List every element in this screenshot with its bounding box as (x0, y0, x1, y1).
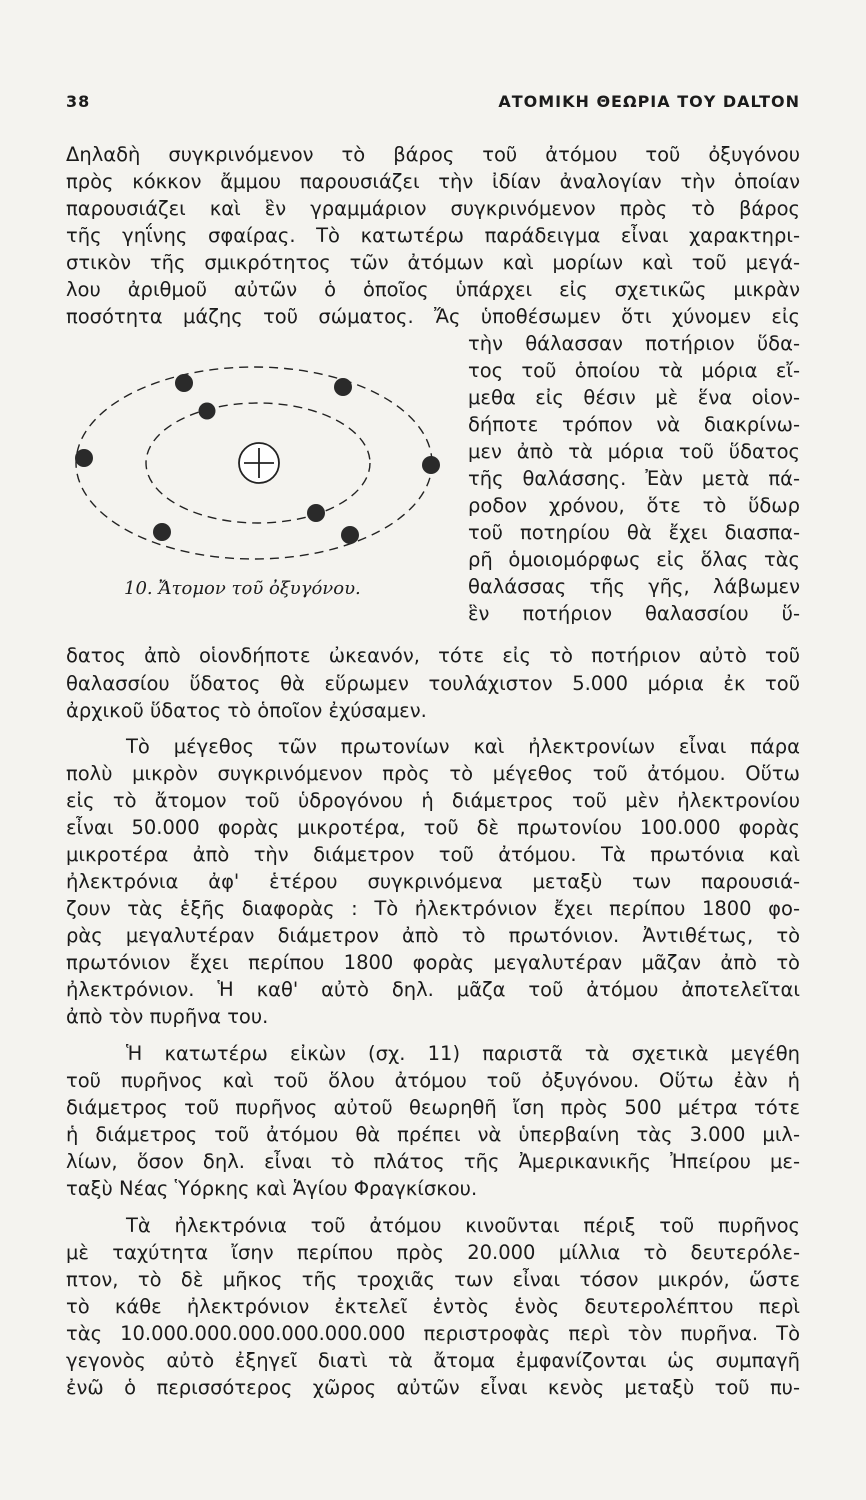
text-line: πρωτόνιον ἔχει περίπου 1800 φορὰς μεγαλυτέραν μᾶζαν ἀπὸ τὸ (66, 951, 800, 974)
text-line: στικὸν τῆς σμικρότητος τῶν ἀτόμων καὶ μορίων καὶ τοῦ μεγά- (66, 251, 800, 274)
text-line: θαλασσίου ὕδατος θὰ εὕρωμεν τουλάχιστον 5.000 μόρια ἐκ τοῦ (66, 672, 800, 695)
text-line: λίων, ὅσον δηλ. εἶναι τὸ πλάτος τῆς Ἀμερικανικῆς Ἠπείρου με- (66, 1150, 800, 1173)
oxygen-atom-figure (66, 355, 461, 610)
text-line: ποσότητα μάζης τοῦ σώματος. Ἄς ὑποθέσωμεν ὅτι χύνομεν εἰς (66, 305, 800, 328)
electron (422, 456, 440, 474)
text-line: εἰς τὸ ἄτομον τοῦ ὑδρογόνου ἡ διάμετρος τοῦ μὲν ἠλεκτρονίου (66, 789, 800, 812)
text-line: μὲ ταχύτητα ἴσην περίπου πρὸς 20.000 μίλλια τὸ δευτερόλε- (66, 1241, 800, 1264)
atom-diagram (66, 355, 461, 585)
text-line: ἡ διάμετρος τοῦ ἀτόμου θὰ πρέπει νὰ ὑπερβαίνη τὰς 3.000 μιλ- (66, 1123, 800, 1146)
figure-caption: 10. Ἄτομον τοῦ ὀξυγόνου. (124, 578, 361, 599)
text-line: ἐνῶ ὁ περισσότερος χῶρος αὐτῶν εἶναι κενὸς μεταξὺ τοῦ πυ- (66, 1376, 800, 1399)
running-title: ΑΤΟΜΙΚΗ ΘΕΩΡΙΑ ΤΟΥ DALTON (498, 92, 800, 111)
text-line: πτον, τὸ δὲ μῆκος τῆς τροχιᾶς των εἶναι τόσον μικρόν, ὥστε (66, 1268, 800, 1291)
text-line: εἶναι 50.000 φορὰς μικροτέρα, τοῦ δὲ πρωτονίου 100.000 φορὰς (66, 816, 800, 839)
text-line: ρὰς μεγαλυτέραν διάμετρον ἀπὸ τὸ πρωτόνιον. Ἀντιθέτως, τὸ (66, 924, 800, 947)
text-line: ρῆ ὁμοιομόρφως εἰς ὅλας τὰς (468, 548, 800, 571)
text-line: πολὺ μικρὸν συγκρινόμενον πρὸς τὸ μέγεθος τοῦ ἀτόμου. Οὕτω (66, 762, 800, 785)
nucleus (239, 443, 279, 483)
text-line: μικροτέρα ἀπὸ τὴν διάμετρον τοῦ ἀτόμου. Τὰ πρωτόνια καὶ (66, 843, 800, 866)
text-line: λου ἀριθμοῦ αὐτῶν ὁ ὁποῖος ὑπάρχει εἰς σχετικῶς μικρὰν (66, 278, 800, 301)
text-line: διάμετρος τοῦ πυρῆνος αὐτοῦ θεωρηθῆ ἴση πρὸς 500 μέτρα τότε (66, 1096, 800, 1119)
electron (341, 526, 359, 544)
text-line: ζουν τὰς ἑξῆς διαφορὰς : Τὸ ἠλεκτρόνιον ἔχει περίπου 1800 φο- (66, 897, 800, 920)
text-line: τῆς θαλάσσης. Ἐὰν μετὰ πά- (468, 467, 800, 490)
text-line: Δηλαδὴ συγκρινόμενον τὸ βάρος τοῦ ἀτόμου τοῦ ὀξυγόνου (66, 143, 800, 166)
electron (175, 374, 193, 392)
text-line: Τὰ ἠλεκτρόνια τοῦ ἀτόμου κινοῦνται πέριξ τοῦ πυρῆνος (126, 1214, 800, 1237)
text-line: παρουσιάζει καὶ ἓν γραμμάριον συγκρινόμενον πρὸς τὸ βάρος (66, 197, 800, 220)
text-line: πρὸς κόκκον ἄμμου παρουσιάζει τὴν ἰδίαν ἀναλογίαν τὴν ὁποίαν (66, 170, 800, 193)
text-line: ἓν ποτήριον θαλασσίου ὕ- (468, 602, 800, 625)
text-line: ἠλεκτρόνιον. Ἡ καθ' αὐτὸ δηλ. μᾶζα τοῦ ἀτόμου ἀποτελεῖται (66, 978, 800, 1001)
text-line: δατος ἀπὸ οἱονδήποτε ὠκεανόν, τότε εἰς τὸ ποτήριον αὐτὸ τοῦ (66, 644, 800, 667)
text-line: Ἡ κατωτέρω εἰκὼν (σχ. 11) παριστᾶ τὰ σχετικὰ μεγέθη (126, 1042, 800, 1065)
electron (307, 504, 325, 522)
text-line: τῆς γηΐνης σφαίρας. Τὸ κατωτέρω παράδειγμα εἶναι χαρακτηρι- (66, 224, 800, 247)
text-line: γεγονὸς αὐτὸ ἐξηγεῖ διατὶ τὰ ἄτομα ἐμφανίζονται ὡς συμπαγῆ (66, 1349, 800, 1372)
text-line: ἀρχικοῦ ὕδατος τὸ ὁποῖον ἐχύσαμεν. (66, 699, 427, 722)
electron (75, 449, 93, 467)
text-line: δήποτε τρόπον νὰ διακρίνω- (468, 413, 800, 436)
running-header (66, 92, 800, 116)
text-line: θαλάσσας τῆς γῆς, λάβωμεν (468, 575, 800, 598)
text-line: μεθα εἰς θέσιν μὲ ἕνα οἱον- (468, 386, 800, 409)
electron (153, 523, 171, 541)
text-line: μεν ἀπὸ τὰ μόρια τοῦ ὕδατος (468, 440, 800, 463)
electron (199, 403, 216, 420)
text-line: ἠλεκτρόνια ἀφ' ἑτέρου συγκρινόμενα μεταξὺ των παρουσιά- (66, 870, 800, 893)
text-line: τὸ κάθε ἠλεκτρόνιον ἐκτελεῖ ἐντὸς ἑνὸς δευτερολέπτου περὶ (66, 1295, 800, 1318)
text-line: τοῦ ποτηρίου θὰ ἔχει διασπα- (468, 521, 800, 544)
text-line: ροδον χρόνου, ὅτε τὸ ὕδωρ (468, 494, 800, 517)
text-line: ταξὺ Νέας Ὑόρκης καὶ Ἁγίου Φραγκίσκου. (66, 1177, 478, 1200)
text-line: τος τοῦ ὁποίου τὰ μόρια εἴ- (468, 359, 800, 382)
page-number: 38 (66, 92, 91, 111)
text-line: τοῦ πυρῆνος καὶ τοῦ ὅλου ἀτόμου τοῦ ὀξυγόνου. Οὕτω ἐὰν ἡ (66, 1069, 800, 1092)
text-line: Τὸ μέγεθος τῶν πρωτονίων καὶ ἠλεκτρονίων εἶναι πάρα (126, 735, 800, 758)
text-line: τὴν θάλασσαν ποτήριον ὕδα- (468, 332, 800, 355)
text-line: ἀπὸ τὸν πυρῆνα του. (66, 1005, 269, 1028)
text-line: τὰς 10.000.000.000.000.000.000 περιστροφὰς περὶ τὸν πυρῆνα. Τὸ (66, 1322, 800, 1345)
electron (334, 378, 352, 396)
